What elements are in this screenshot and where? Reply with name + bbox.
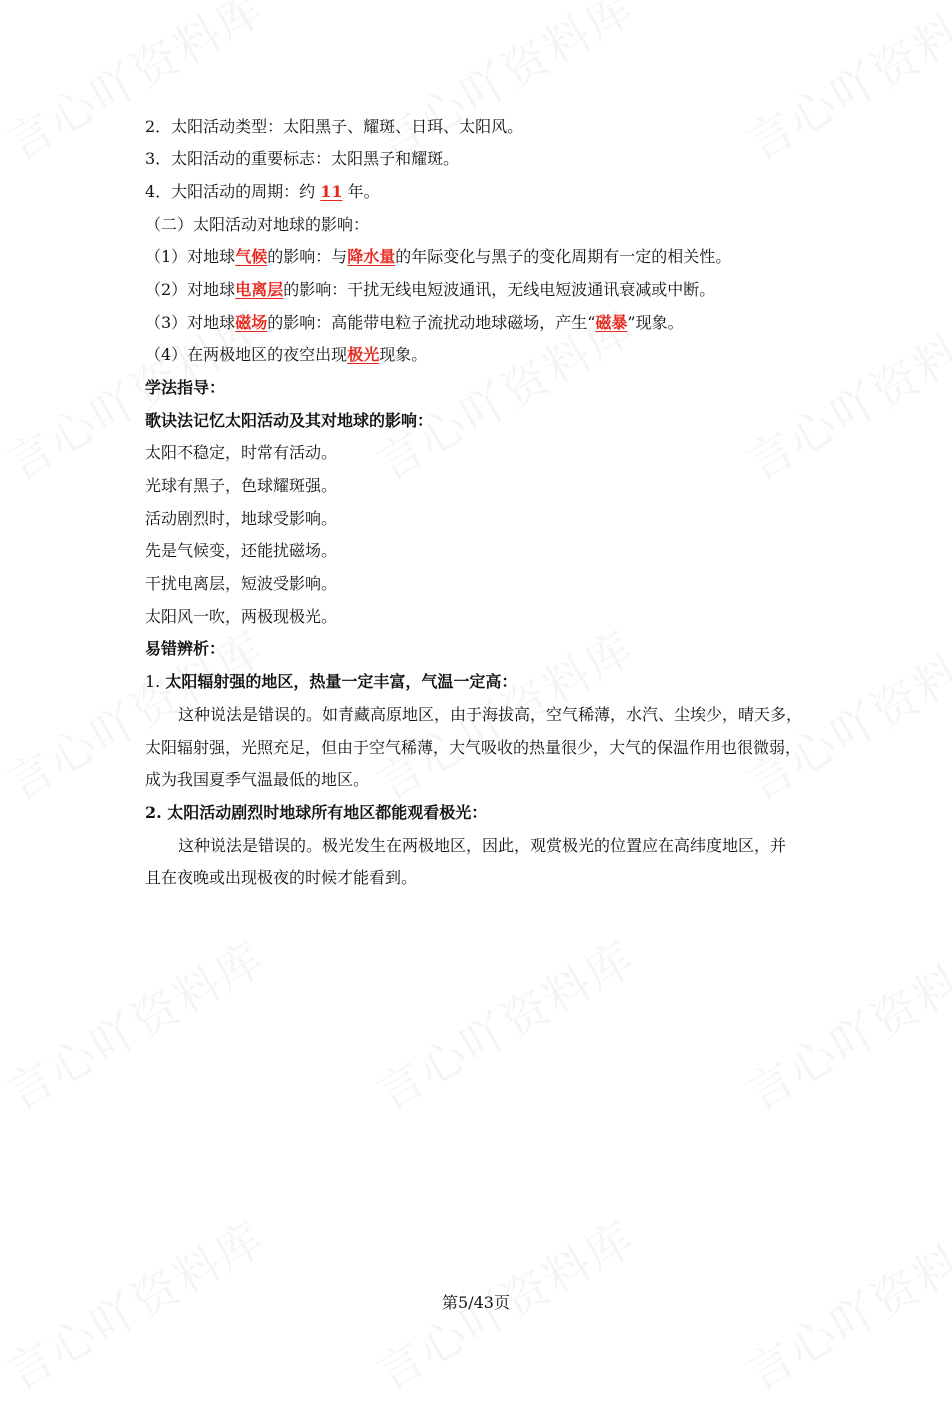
highlight-keyword: 降水量 [347,247,396,266]
highlight-keyword: 极光 [347,345,380,364]
text-span: （1）对地球 [145,247,236,266]
section-heading-impact [145,214,369,236]
text-span: （2）对地球 [145,280,236,299]
watermark-text [733,292,952,493]
highlight-keyword: 气候 [235,247,268,266]
page-number: 第5/43页 [442,1293,510,1312]
bold-text: 学法指导： [145,378,226,397]
mnemonic-line-4 [145,540,337,562]
text-span: 现象。 [379,345,428,364]
text-span: 这种说法是错误的。极光发生在两极地区，因此，观赏极光的位置应在高纬度地区，并 [178,836,787,855]
mnemonic-line-3 [145,508,337,530]
misconception-1-body-1 [178,704,802,726]
highlight-keyword: 磁暴 [595,313,628,332]
heading-study-guide [145,377,225,399]
text-span: 先是气候变，还能扰磁场。 [145,541,338,560]
text-line-impact-climate [145,246,731,268]
text-line-impact-aurora [145,344,427,366]
highlight-keyword: 磁场 [235,313,268,332]
misconception-2-body-2 [145,867,417,889]
text-span: 2．太阳活动类型：太阳黑子、耀斑、日珥、太阳风。 [145,117,524,136]
highlight-keyword: 11 [320,182,343,201]
text-span: 年。 [342,182,380,201]
text-span: ”现象。 [627,313,684,332]
text-span: 这种说法是错误的。如青藏高原地区，由于海拔高，空气稀薄，水汽、尘埃少，晴天多， [178,705,803,724]
bold-text: 易错辨析： [145,639,226,658]
text-span: 的影响：高能带电粒子流扰动地球磁场，产生“ [267,313,596,332]
text-line-active-signs [145,148,459,170]
text-span: （二）太阳活动对地球的影响： [145,215,370,234]
text-span: 4．大阳活动的周期：约 [145,182,321,201]
text-span: 且在夜晚或出现极夜的时候才能看到。 [145,868,418,887]
heading-mnemonic [145,410,433,432]
text-span: 太阳不稳定，时常有活动。 [145,443,338,462]
mnemonic-line-6 [145,606,337,628]
watermark-text [0,922,275,1123]
bold-text: 太阳辐射强的地区，热量一定丰富，气温一定高： [165,672,518,691]
text-line-impact-ionosphere [145,279,715,301]
text-span: 干扰电离层，短波受影响。 [145,574,338,593]
text-line-impact-magnetic [145,312,684,334]
text-line-active-period [145,181,380,203]
text-span: （3）对地球 [145,313,236,332]
mnemonic-line-5 [145,573,337,595]
mnemonic-line-2 [145,475,337,497]
text-span: 成为我国夏季气温最低的地区。 [145,770,370,789]
misconception-1-body-2 [145,737,801,759]
text-span: 太阳辐射强，光照充足，但由于空气稀薄，大气吸收的热量很少，大气的保温作用也很微弱， [145,738,802,757]
text-line-active-types [145,116,523,138]
watermark-text [733,0,952,174]
mnemonic-line-1 [145,442,337,464]
bold-text: 歌诀法记忆太阳活动及其对地球的影响： [145,411,434,430]
text-span: 的影响：干扰无线电短波通讯，无线电短波通讯衰减或中断。 [283,280,716,299]
text-span: 太阳风一吹，两极现极光。 [145,607,338,626]
text-span: （4）在两极地区的夜空出现 [145,345,348,364]
text-span: 3．太阳活动的重要标志：太阳黑子和耀斑。 [145,149,460,168]
highlight-keyword: 电离层 [235,280,284,299]
text-span: 的影响：与 [267,247,348,266]
heading-misconceptions [145,638,225,660]
text-span: 的年际变化与黑子的变化周期有一定的相关性。 [395,247,732,266]
watermark-text [733,922,952,1123]
misconception-2-title [145,802,487,824]
misconception-1-body-3 [145,769,369,791]
misconception-1-title [145,671,517,693]
bold-text: 2. 太阳活动剧烈时地球所有地区都能观看极光： [145,803,488,822]
misconception-2-body-1 [178,835,786,857]
watermark-text [363,922,645,1123]
text-span: 活动剧烈时，地球受影响。 [145,509,338,528]
text-span: 光球有黑子，色球耀斑强。 [145,476,338,495]
text-span: 1. [145,672,166,691]
